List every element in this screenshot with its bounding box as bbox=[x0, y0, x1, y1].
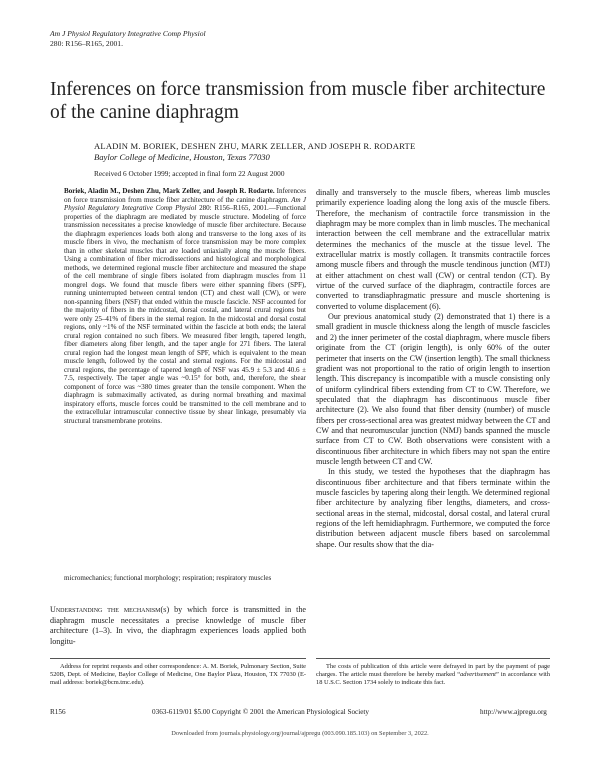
download-notice: Downloaded from journals.physiology.org/journal/ajpregu (003.090.185.103) on September 3, 2022. bbox=[171, 730, 429, 737]
journal-citation: 280: R156–R165, 2001. bbox=[50, 38, 123, 48]
page-number: R156 bbox=[50, 708, 66, 716]
footnote-divider bbox=[50, 658, 306, 659]
publication-cost-footnote bbox=[316, 663, 550, 687]
abstract-title: Inferences on force transmission from muscle fiber architecture of the canine diaphragm. bbox=[64, 187, 306, 204]
copyright-line: 0363-6119/01 $5.00 Copyright © 2001 the American Physiological Society bbox=[152, 708, 370, 716]
journal-header bbox=[50, 29, 206, 48]
paragraph: Our previous anatomical study (2) demonstrated that 1) there is a small gradient in muscle thickness along the length of muscle fascicles and 2) the inner perimeter of the costal diaphragm, where muscle fibers originate from the CT (origin length), is only 60% of the outer perimeter that inserts on the CW (insertion length). The small thickness gradient was not proportional to the ratio of origin length to insertion length. This discrepancy is incompatible with a muscle consisting only of uniform cylindrical fibers extending from CT to CW. Therefore, we speculated that the diaphragm has discontinuous muscle fiber architecture (2). We also found that fiber density (number) of muscle fibers per cross-sectional area was greatest midway between the CT and CW and that neuromuscular junction (NMJ) bands spanned the muscle surface from CT to CW. Both observations were consistent with a discontinuous fiber architecture in which fibers may not span the entire muscle length between CT and CW. bbox=[316, 312, 550, 466]
correspondence-footnote: Address for reprint requests and other correspondence: A. M. Boriek, Pulmonary Section, Suite 520B, Dept. of Medicine, Baylor College of Medicine, One Baylor Plaza, Houston, TX 77030 (E-mail address: boriek@bcm.tmc.edu). bbox=[50, 663, 306, 687]
cost-note-emphasis: advertisement bbox=[460, 671, 496, 679]
abstract-journal: Am J Physiol Regulatory Integrative Comp Physiol bbox=[64, 195, 306, 213]
abstract-authors: Boriek, Aladin M., Deshen Zhu, Mark Zeller, and Joseph R. Rodarte. bbox=[64, 187, 275, 195]
affiliation: Baylor College of Medicine, Houston, Texas 77030 bbox=[94, 152, 270, 162]
intro-lead-in: Understanding the mechanism(s) bbox=[50, 605, 170, 614]
abstract-body: 280: R156–R165, 2001.—Functional properties of the diaphragm are mediated by muscle structure. Modeling of force transmission necessitates a precise knowledge of muscle fiber architecture. Because the diaphragm experiences loads both along and transverse to the long axes of its muscle fibers in vivo, the mechanism of force transmission may be more complex than in other skeletal muscles that are loaded uniaxially along the muscle fibers. Using a combination of fiber microdissections and histological and morphological methods, we determined regional muscle fiber architecture and measured the shape of the cell membrane of single fibers isolated from diaphragm muscles from 11 mongrel dogs. We found that muscle fibers were either spanning fibers (SPF), running uninterrupted between central tendon (CT) and chest wall (CW), or were non-spanning fibers (NSF) that ended within the muscle fascicle. NSF accounted for the majority of fibers in the midcostal, dorsal costal, and lateral crural regions but were only 25–41% of fibers in the sternal region. In the midcostal and dorsal costal regions, only ~1% of the NSF terminated within the fascicle at both ends; the lateral crural region contained no such fibers. We measured fiber length, tapered length, fiber diameters along fiber length, and the taper angle for 271 fibers. The lateral crural region had the longest mean length of SPF, which is equivalent to the mean muscle length, followed by the costal and sternal regions. For the midcostal and crural regions, the percentage of tapered length of NSF was 45.9 ± 5.3 and 40.6 ± 7.5, respectively. The taper angle was ~0.15° for both, and, therefore, the shear component of force was ~380 times greater than the tensile component. When the diaphragm is submaximally activated, as during normal breathing and maximal inspiratory efforts, muscle forces could be transmitted to the cell membrane and to the extracellular intramuscular connective tissue by shear linkage, presumably via structural transmembrane proteins. bbox=[64, 204, 306, 425]
abstract bbox=[64, 187, 306, 425]
journal-url[interactable]: http://www.ajpregu.org bbox=[480, 708, 547, 716]
journal-name: Am J Physiol Regulatory Integrative Comp Physiol bbox=[50, 29, 206, 38]
author-list: ALADIN M. BORIEK, DESHEN ZHU, MARK ZELLER, AND JOSEPH R. RODARTE bbox=[94, 141, 416, 151]
introduction-paragraph bbox=[50, 605, 306, 647]
received-dates: Received 6 October 1999; accepted in final form 22 August 2000 bbox=[94, 169, 285, 178]
footnote-divider bbox=[316, 658, 550, 659]
cost-note-text: The costs of publication of this article were defrayed in part by the payment of page charges. The article must therefore be hereby marked “ bbox=[316, 663, 550, 679]
paragraph: dinally and transversely to the muscle fibers, whereas limb muscles primarily experience loading along the long axis of the muscle fibers. Therefore, the mechanism of contractile force transmission in the diaphragm may be more complex than in limb muscles. The mechanical interaction between the cell membrane and the extracellular matrix determines the mechanics of the muscle at the tissue level. The extracellular matrix is mostly collagen. It transmits contractile forces among muscle fibers and through the muscle tendinous junction (MTJ) at either attachment on chest wall (CW) or central tendon (CT). By virtue of the curved surface of the diaphragm, contractile forces are converted to transdiaphragmatic pressure and muscle shortening is converted to volume displacement (6). bbox=[316, 188, 550, 311]
keywords: micromechanics; functional morphology; respiration; respiratory muscles bbox=[64, 574, 272, 582]
cost-note-text: ” in accordance with 18 U.S.C. Section 1734 solely to indicate this fact. bbox=[316, 671, 550, 687]
right-column-text bbox=[316, 188, 550, 550]
intro-text: by which force is transmitted in the diaphragm muscle necessitates a precise knowledge of muscle fiber architecture (1–3). In vivo, the diaphragm experiences loads applied both longitu- bbox=[50, 605, 306, 646]
article-title: Inferences on force transmission from muscle fiber architecture of the canine diaphragm bbox=[50, 79, 546, 123]
paragraph: In this study, we tested the hypotheses that the diaphragm has discontinuous fiber architecture and that fibers terminate within the muscle fascicles by tapering along their length. We determined regional fiber architecture by analyzing fiber lengths, diameters, and cross-sectional areas in the sternal, midcostal, dorsal costal, and lateral crural regions of the left hemidiaphragm. Furthermore, we computed the force distribution between adjacent muscle fibers based on sarcolemmal shape. Our results show that the dia- bbox=[316, 467, 550, 549]
